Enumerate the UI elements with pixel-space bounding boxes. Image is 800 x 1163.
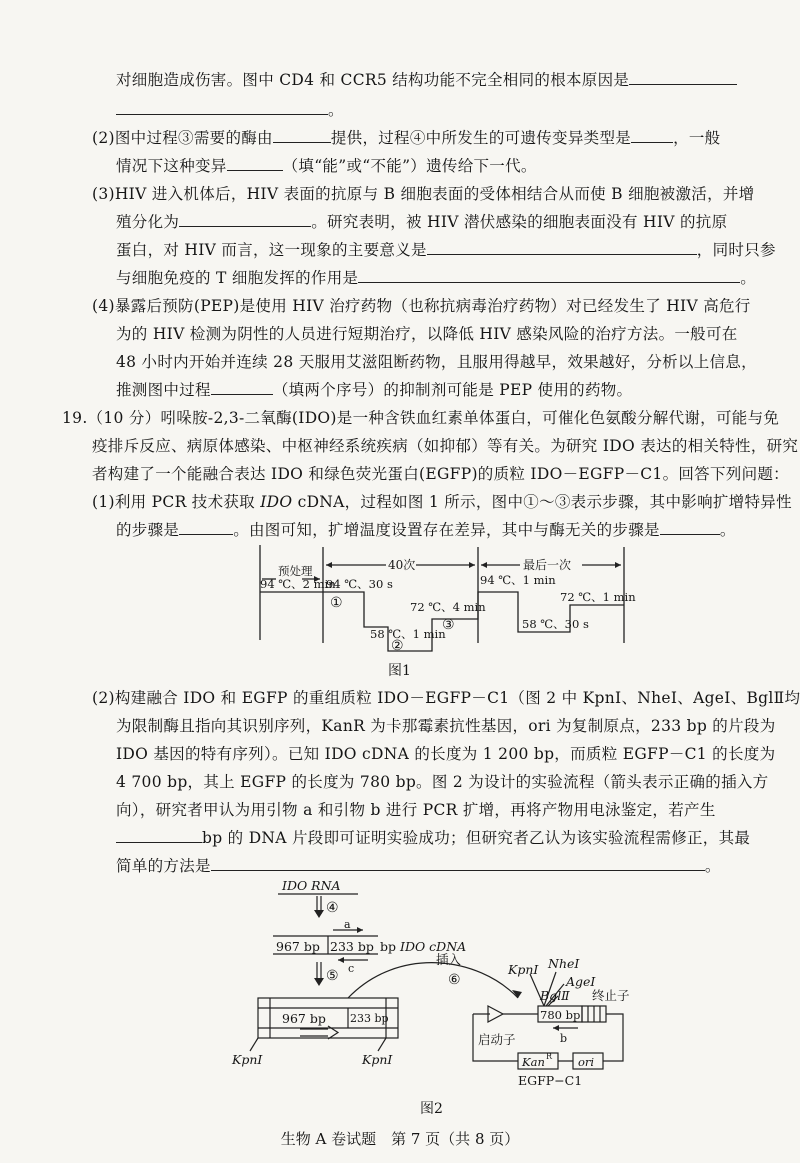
cdna-967-label: 967 bp — [276, 939, 320, 954]
q18-part2-line2: 情况下这种变异 （填“能”或“不能”）遗传给下一代。 — [116, 157, 537, 175]
step3-marker: ③ — [442, 617, 455, 633]
pretreat-label: 预处理 — [278, 564, 313, 578]
q19-part2-line7: 简单的方法是 。 — [116, 857, 721, 875]
q18-part3-line1: (3)HIV 进入机体后，HIV 表面的抗原与 B 细胞表面的受体相结合从而使 B 细胞被激活，并增 — [92, 185, 755, 203]
step5-marker: ⑤ — [326, 968, 339, 984]
figure1-caption: 图1 — [388, 663, 411, 679]
q18-part4-line3: 48 小时内开始并连续 28 天服用艾滋阻断药物，且服用得越早，效果越好，分析以上信息， — [116, 353, 757, 371]
extend-temp: 72 ℃、4 min — [410, 600, 486, 614]
answer-blank[interactable] — [358, 268, 740, 283]
answer-blank[interactable] — [427, 240, 697, 255]
q19-line1: 19.（10 分）吲哚胺-2,3-二氧酶(IDO)是一种含铁血红素单体蛋白，可催化色氨酸分解代谢，可能与免 — [62, 409, 780, 427]
step6-marker: ⑥ — [448, 972, 461, 988]
kpn-site-left: KpnⅠ — [232, 1052, 263, 1067]
terminator-label: 终止子 — [592, 988, 630, 1003]
q18-part4-line4: 推测图中过程 （填两个序号）的抑制剂可能是 PEP 使用的药物。 — [116, 381, 633, 399]
answer-blank[interactable] — [179, 212, 311, 227]
kpn-site-right: KpnⅠ — [362, 1052, 393, 1067]
q18-line1: 对细胞造成伤害。图中 CD4 和 CCR5 结构功能不完全相同的根本原因是 — [116, 70, 737, 90]
q19-part1-line1: (1)利用 PCR 技术获取 IDO cDNA，过程如图 1 所示，图中①～③表示步骤，其中影响扩增特异性 — [92, 493, 792, 511]
q19-part2-line4: 4 700 bp，其上 EGFP 的长度为 780 bp。图 2 为设计的实验流程（箭头表示正确的插入方 — [116, 773, 769, 791]
primer-a-label: a — [344, 918, 351, 931]
ido-cdna-label: IDO cDNA — [400, 939, 467, 954]
q18-part4-line1: (4)暴露后预防(PEP)是使用 HIV 治疗药物（也称抗病毒治疗药物）对已经发生了 HIV 高危行 — [92, 297, 751, 315]
q19-part2-line1: (2)构建融合 IDO 和 EGFP 的重组质粒 IDO－EGFP－C1（图 2 中 KpnⅠ、NheⅠ、AgeⅠ、BglⅡ均 — [92, 689, 800, 707]
q18-part4-line2: 为的 HIV 检测为阴性的人员进行短期治疗，以降低 HIV 感染风险的治疗方法。一般可在 — [116, 325, 738, 343]
anneal-temp-last: 58 ℃、30 s — [522, 617, 589, 631]
q19-part2-line5: 向），研究者甲认为用引物 a 和引物 b 进行 PCR 扩增，再将产物用电泳鉴定，若产生 — [116, 801, 716, 819]
vector-967-label: 967 bp — [282, 1011, 326, 1026]
denature-temp-last: 94 ℃、1 min — [480, 573, 556, 587]
step1-marker: ① — [330, 595, 343, 611]
anneal-temp: 58 ℃、1 min — [370, 627, 446, 641]
q18-part3-line4: 与细胞免疫的 T 细胞发挥的作用是 。 — [116, 269, 757, 287]
answer-blank[interactable] — [211, 380, 273, 395]
cycles-label: 40次 — [388, 558, 416, 572]
promoter-label: 启动子 — [478, 1032, 516, 1047]
step2-marker: ② — [391, 638, 404, 654]
q19-part2-line3: IDO 基因的特有序列）。已知 IDO cDNA 的长度为 1 200 bp，而质粒 EGFP－C1 的长度为 — [116, 745, 776, 763]
pcr-temperature-diagram — [240, 545, 640, 657]
q18-part3-line3: 蛋白，对 HIV 而言，这一现象的主要意义是 ，同时只参 — [116, 241, 776, 259]
egfp-780-label: 780 bp — [540, 1008, 581, 1022]
cloning-workflow-diagram — [228, 876, 648, 1098]
answer-blank[interactable] — [211, 856, 705, 871]
denature-temp: 94 ℃、30 s — [326, 577, 393, 591]
q18-part2-line1: (2)图中过程③需要的酶由 提供，过程④中所发生的可遗传变异类型是 ，一般 — [92, 129, 721, 147]
q18-line2: 。 — [116, 100, 344, 120]
age-site: AgeⅠ — [566, 974, 596, 989]
answer-blank[interactable] — [660, 520, 720, 535]
insert-label: 插入 — [436, 952, 462, 967]
q19-part2-line2: 为限制酶且指向其识别序列，KanR 为卡那霉素抗性基因，ori 为复制原点，233 bp 的片段为 — [116, 717, 776, 735]
figure2-caption: 图2 — [420, 1101, 443, 1117]
extend-temp-last: 72 ℃、1 min — [560, 590, 636, 604]
nhe-site: NheⅠ — [548, 956, 580, 971]
bgl-site: BglⅡ — [540, 988, 570, 1003]
q19-part2-line6: bp 的 DNA 片段即可证明实验成功；但研究者乙认为该实验流程需修正，其最 — [116, 828, 750, 848]
plasmid-name: EGFP−C1 — [518, 1073, 583, 1088]
answer-blank[interactable] — [227, 156, 283, 171]
primer-c-label: c — [348, 962, 355, 975]
kpn-site-plasmid: KpnⅠ — [508, 962, 539, 977]
answer-blank[interactable] — [116, 100, 328, 115]
answer-blank[interactable] — [179, 520, 233, 535]
kan-gene-label: Kan — [522, 1055, 545, 1069]
q19-line3: 者构建了一个能融合表达 IDO 和绿色荧光蛋白(EGFP)的质粒 IDO－EGFP－C1。回答下列问题： — [92, 465, 789, 483]
q19-line2: 疫排斥反应、病原体感染、中枢神经系统疾病（如抑郁）等有关。为研究 IDO 表达的相关特性，研究 — [92, 437, 799, 455]
pretreat-temp: 94 ℃、2 min — [260, 577, 336, 591]
q18-part3-line2: 殖分化为 。研究表明，被 HIV 潜伏感染的细胞表面没有 HIV 的抗原 — [116, 213, 728, 231]
kan-gene-sup: R — [546, 1052, 553, 1061]
ori-label: ori — [578, 1055, 595, 1069]
step4-marker: ④ — [326, 900, 339, 916]
ido-rna-label: IDO RNA — [282, 878, 341, 893]
answer-blank[interactable] — [273, 128, 331, 143]
vector-233-label: 233 bp — [350, 1012, 389, 1025]
primer-b-label: b — [560, 1032, 568, 1045]
cdna-bp-unit: bp — [380, 939, 397, 954]
last-cycle-label: 最后一次 — [523, 558, 572, 572]
answer-blank[interactable] — [629, 70, 737, 85]
q19-part1-line2: 的步骤是 。由图可知，扩增温度设置存在差异，其中与酶无关的步骤是 。 — [116, 521, 736, 539]
cdna-233-label: 233 bp — [330, 939, 374, 954]
answer-blank[interactable] — [116, 828, 202, 843]
answer-blank[interactable] — [631, 128, 673, 143]
page-footer: 生物 A 卷试题 第 7 页（共 8 页） — [280, 1130, 520, 1148]
